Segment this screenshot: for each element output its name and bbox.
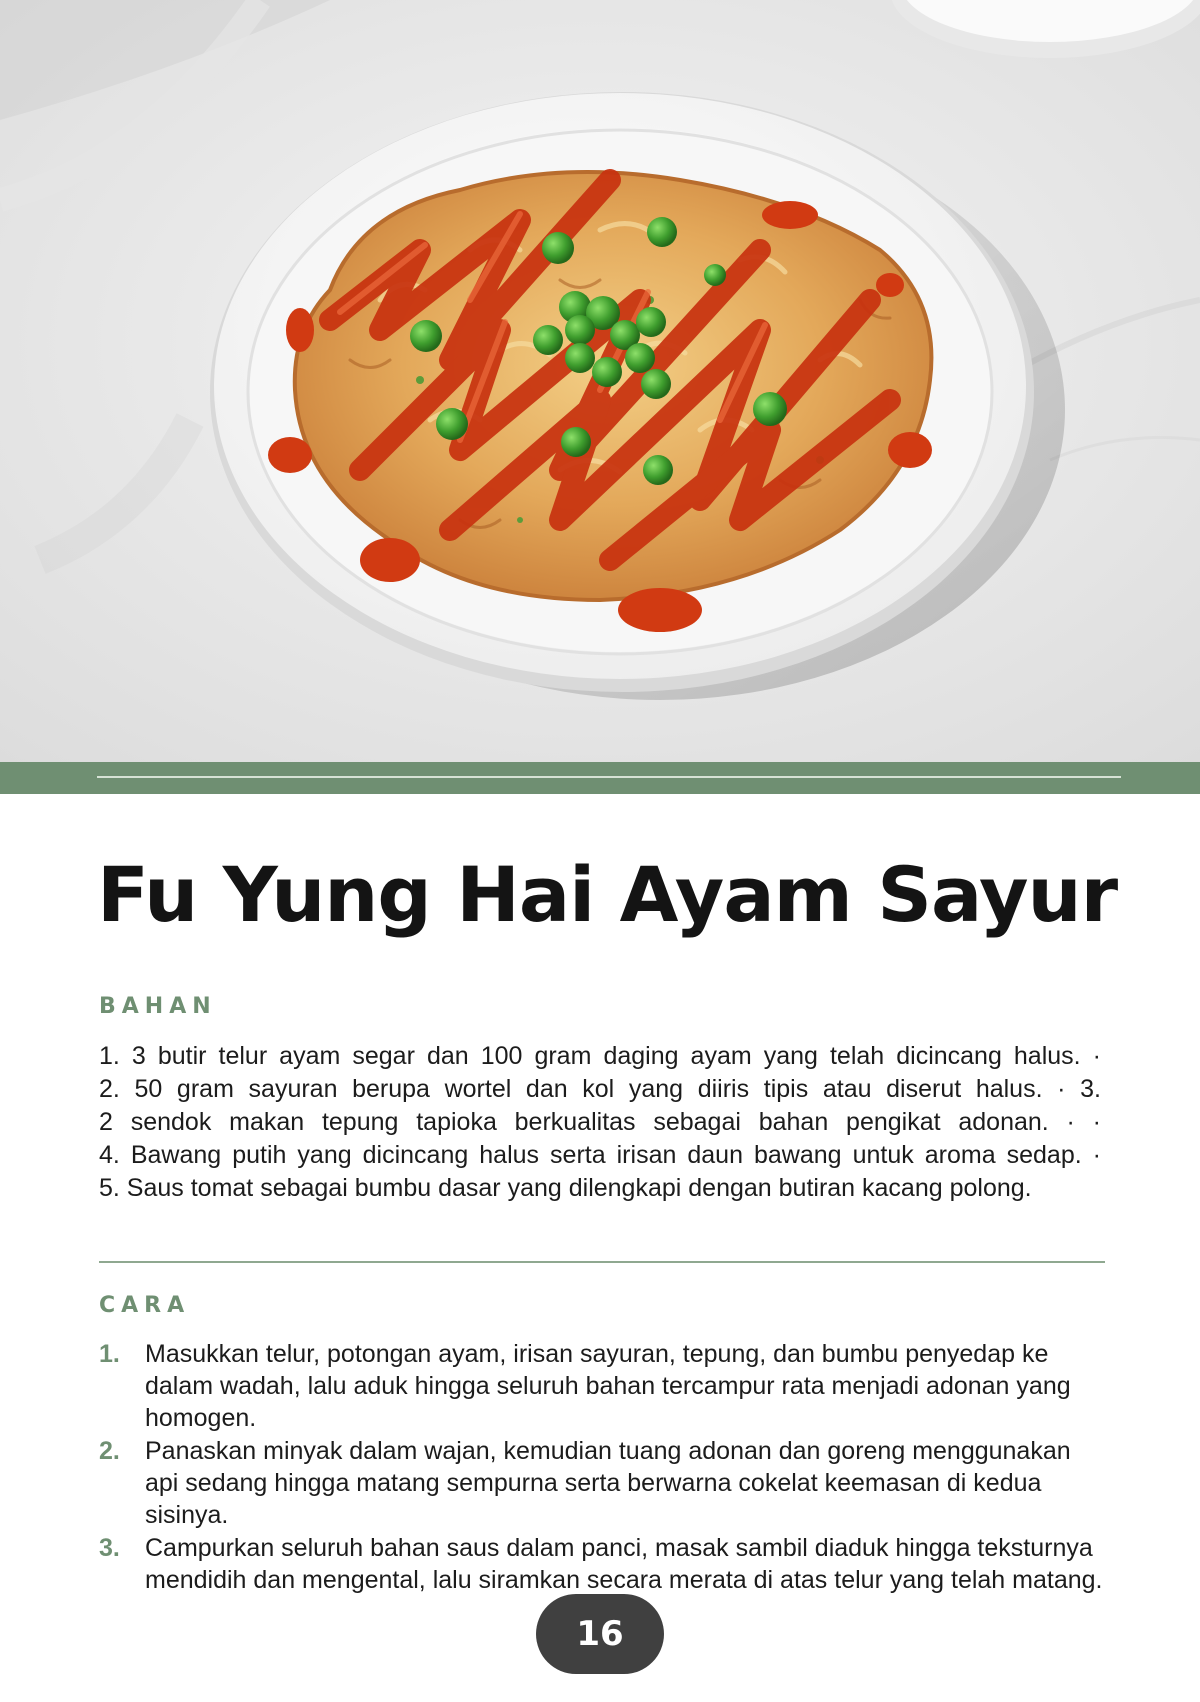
bahan-ingredients-list xyxy=(99,1040,1101,1205)
cara-section-label: CARA xyxy=(99,1293,191,1318)
page-number-badge: 16 xyxy=(536,1594,664,1674)
step-number: 3. xyxy=(99,1534,120,1562)
bahan-section-label: BAHAN xyxy=(99,994,217,1019)
ingredient-line: 5. Saus tomat sebagai bumbu dasar yang dilengkapi dengan butiran kacang polong. xyxy=(99,1174,1032,1202)
step-number: 1. xyxy=(99,1340,120,1368)
fu-yung-hai-illustration xyxy=(0,0,1200,762)
step-text: Panaskan minyak dalam wajan, kemudian tuang adonan dan goreng menggunakan api sedang hingga matang sempurna serta berwarna cokelat keemasan di kedua sisinya. xyxy=(145,1437,1071,1529)
ingredient-line: 2 sendok makan tepung tapioka berkualitas sebagai bahan pengikat adonan. · · xyxy=(99,1108,1101,1136)
recipe-photo xyxy=(0,0,1200,762)
step-item xyxy=(99,1338,1109,1434)
ingredient-line: 1. 3 butir telur ayam segar dan 100 gram daging ayam yang telah dicincang halus. · xyxy=(99,1042,1101,1070)
step-text: Campurkan seluruh bahan saus dalam panci, masak sambil diaduk hingga teksturnya mendidih dan mengental, lalu siramkan secara merata di atas telur yang telah matang. xyxy=(145,1534,1103,1594)
header-band xyxy=(0,762,1200,794)
ingredient-line: 2. 50 gram sayuran berupa wortel dan kol yang diiris tipis atau diserut halus. · 3. xyxy=(99,1075,1101,1103)
step-item xyxy=(99,1435,1109,1531)
step-text: Masukkan telur, potongan ayam, irisan sayuran, tepung, dan bumbu penyedap ke dalam wadah, lalu aduk hingga seluruh bahan tercampur rata menjadi adonan yang homogen. xyxy=(145,1340,1071,1432)
section-divider xyxy=(99,1261,1105,1263)
step-number: 2. xyxy=(99,1437,120,1465)
recipe-title: Fu Yung Hai Ayam Sayur xyxy=(97,850,1118,939)
band-divider-line xyxy=(97,776,1121,778)
ingredient-line: 4. Bawang putih yang dicincang halus serta irisan daun bawang untuk aroma sedap. · xyxy=(99,1141,1101,1169)
cara-steps-list xyxy=(99,1338,1109,1597)
step-item xyxy=(99,1532,1109,1596)
